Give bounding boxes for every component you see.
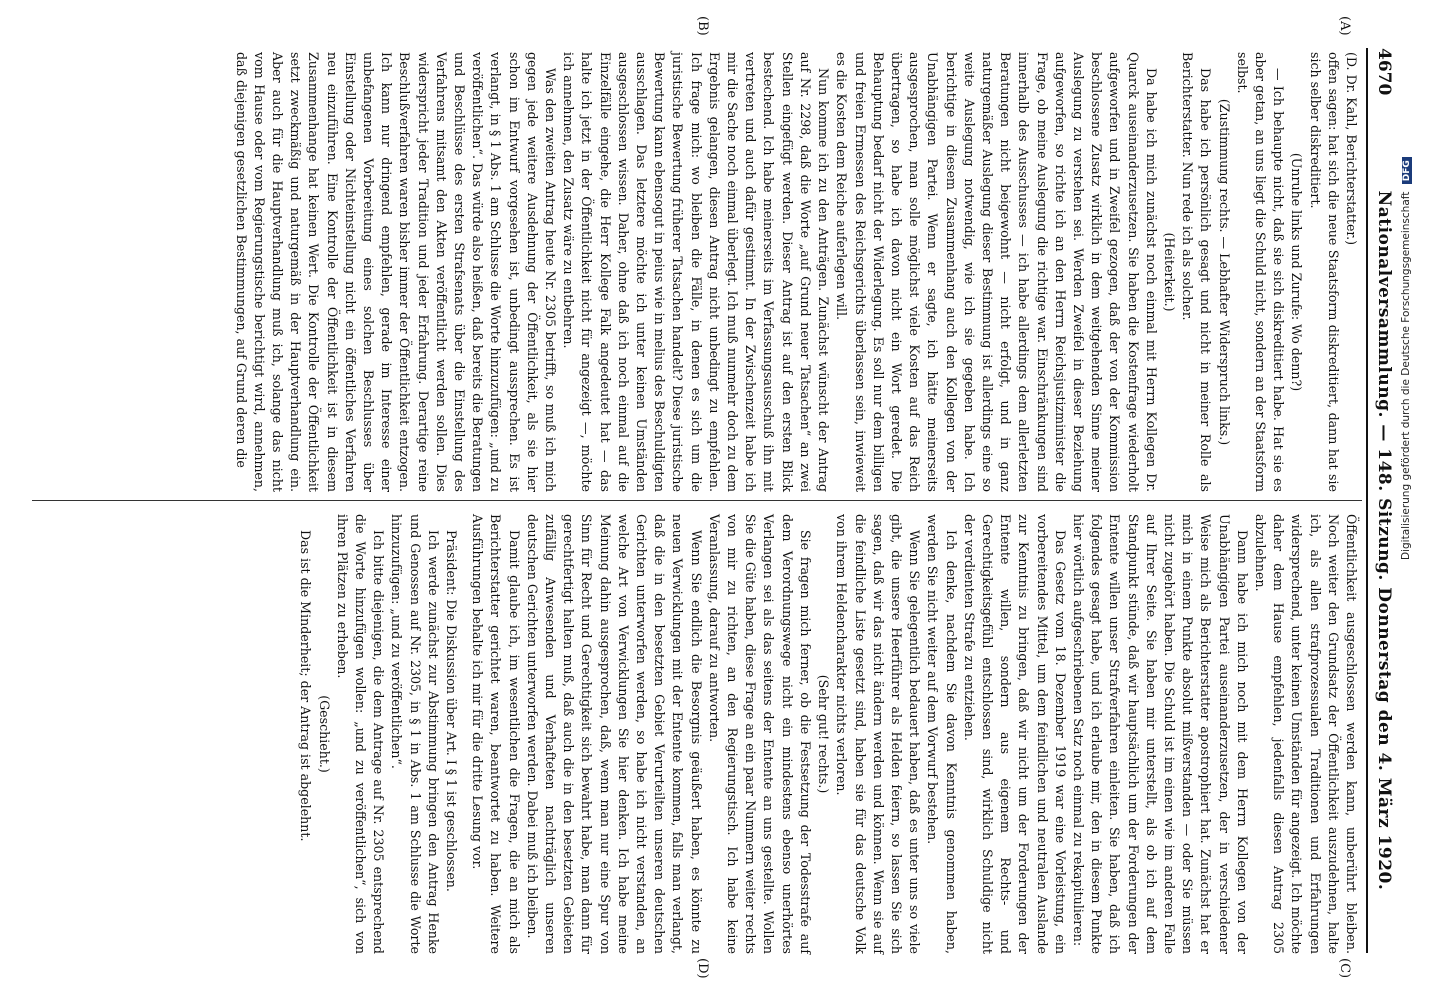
paragraph: Das ist die Minderheit; der Antrag ist abgelehnt.	[298, 530, 314, 842]
paragraph: Wenn Sie gelegentlich bedauert haben, daß es unter uns so viele gibt, die unsere Heerführer als Helden feiern, so lassen Sie sich sagen, daß wir das nicht ändern werden und können. Wenn sie auf die feindliche Liste gesetzt sind, haben sie für das deutsche Volk von ihrem Heldencharakter nichts verloren.	[834, 514, 923, 954]
margin-letter-c: (C)	[1337, 958, 1352, 979]
paragraph: Das habe ich persönlich gesagt und nicht in meiner Rolle als Berichterstatter. Nun rede ich als solcher.	[1180, 52, 1214, 492]
paragraph: Wenn Sie endlich die Besorgnis geäußert haben, es könnte zu neuen Verwicklungen mit der Entente kommen, falls man verlangt, daß die in den besetzten Gebiet Verurteilten unseren deutschen Gerichten unterworfen werden, so habe ich nicht verstanden, an welche Art von Verwicklungen Sie hier denken. Ich habe meine Meinung dahin ausgesprochen, daß, wenn man nur eine Spur von Sinn für Recht und Gerechtigkeit sich bewahrt habe, man dann für gerechtfertigt halten muß, daß auch die in den besetzten Gebieten zufällig Anwesenden und Verhafteten nachträglich unseren deutschen Gerichten unterworfen werden. Dabei muß ich bleiben.	[524, 514, 704, 954]
paragraph: (Zustimmung rechts. — Lebhafter Widerspruch links.)	[1216, 98, 1232, 446]
page-number: 4670	[1374, 48, 1394, 96]
paragraph: offen sagen: hat sich die neue Staatsform diskreditiert, dann hat sie sich selber diskreditiert.	[1307, 52, 1341, 492]
paragraph: Ich denke, nachdem Sie davon Kenntnis genommen haben, werden Sie nicht weiter auf dem Vorwurf bestehen.	[925, 514, 959, 954]
paragraph: Nun komme ich zu den Anträgen. Zunächst wünscht der Antrag auf Nr. 2298, daß die Worte „auf Grund neuer Tatsachen“ an zwei Stellen eingefügt werden. Dieser Antrag ist auf den ersten Blick bestechend. Ich habe meinerseits im Verfassungsausschuß ihn mit vertreten und auch dafür gestimmt. In der Zwischenzeit habe ich mir die Sache noch einmal überlegt. Ich muß nunmehr doch zu dem Ergebnis gelangen, diesen Antrag nicht unbedingt zu empfehlen. Ich frage mich: wo bleiben die Fälle, in denen es sich um die juristische Bewertung früherer Tatsachen handelt? Diese juristische Bewertung kann ebensogut in peius wie in melius des Beschuldigten ausschlagen. Das letztere möchte ich unter keinen Umständen ausgeschlossen wissen. Daher, ohne daß ich noch einmal auf die Einzelfälle eingehe, die Herr Kollege Falk angedeutet hat — das halte ich jetzt in der Öffentlichkeit nicht für angezeigt —, möchte ich annehmen, den Zusatz wäre zu entbehren.	[561, 52, 832, 492]
margin-letter-b: (B)	[695, 16, 710, 36]
paragraph: (Geschieht.)	[316, 695, 332, 773]
digitization-credit	[1400, 120, 1412, 560]
paragraph: Ich bitte diejenigen, die dem Antrage auf Nr. 2305 entsprechend die Worte hinzufügen wollen: „und zu veröffentlichen“, sich von ihren Plätzen zu erheben.	[334, 514, 387, 954]
margin-letter-a: (A)	[1337, 16, 1352, 36]
column-divider	[32, 500, 1362, 501]
paragraph: (Sehr gut! rechts.)	[816, 674, 832, 794]
paragraph: Was den zweiten Antrag heute Nr. 2305 betrifft, so muß ich mich gegen jede weitere Ausdehnung der Öffentlichkeit, als sie hier schon im Entwurf vorgesehen ist, unbedingt aussprechen. Es ist verlangt, in § 1 Abs. 1 am Schlusse die Worte hinzuzufügen: „und zu veröffentlichen“. Das würde also heißen, daß bereits die Beratungen und Beschlüsse des ersten Strafsenats über die Einstellung des Verfahrens mitsamt den Akten veröffentlicht werden sollen. Dies widerspricht jeder Tradition und jeder Erfahrung. Derartige reine Beschlußverfahren waren bisher immer der Öffentlichkeit entzogen. Ich kann nur dringend empfehlen, gerade im Interesse einer unbefangenen Vorbereitung eines solchen Beschlusses über Einstellung oder Nichteinstellung nicht ein öffentliches Verfahren neu einzuführen. Eine Kontrolle der Öffentlichkeit ist in diesem Zusammenhange hat keinen Wert. Die Kontrolle der Öffentlichkeit setzt zweckmäßig und naturgemäß in der Hauptverhandlung ein. Aber auch für die Hauptverhandlung muß ich, solange das nicht vom Hause oder vom Regierungstische berichtigt wird, annehmen, daß diejenigen gesetzlichen Bestimmungen, auf Grund deren die	[233, 52, 559, 492]
right-text-column	[296, 514, 1360, 954]
paragraph: Öffentlichkeit ausgeschlossen werden kann, unberührt bleiben. Noch weiter den Grundsatz der Öffentlichkeit auszudehnen, halte ich, als allen strafprozessualen Traditionen und Erfahrungen widersprechend, unter keinen Umständen für angezeigt. Ich möchte daher dem Hause empfehlen, jedenfalls diesen Antrag 2305 abzulehnen.	[1252, 514, 1359, 954]
paragraph: Das Gesetz vom 18. Dezember 1919 war eine Vorleistung, ein vorbereitendes Mittel, um dem feindlichen und neutralen Auslande zur Kenntnis zu bringen, daß wir nicht um der Forderungen der Entente willen, sondern aus eigenem Rechts- und Gerechtigkeitsgefühl entschlossen sind, wirklich Schuldige nicht der verdienten Strafe zu entziehen.	[961, 514, 1068, 954]
paragraph: Sie fragen mich ferner, ob die Festsetzung der Todesstrafe auf dem Verordnungswege nicht ein mindestens ebenso unerhörtes Verlangen sei als das seitens der Entente an uns gestellte. Wollen Sie die Güte haben, diese Frage an ein paar Nummern weiter rechts von mir zu richten, an den Regierungstisch. Ich habe keine Veranlassung, darauf zu antworten.	[706, 514, 813, 954]
margin-letter-d: (D)	[695, 958, 710, 979]
paragraph: Ich werde zunächst zur Abstimmung bringen den Antrag Henke und Genossen auf Nr. 2305, in § 1 in Abs. 1 am Schlusse die Worte hinzuzufügen: „und zu veröffentlichen“.	[389, 514, 441, 954]
paragraph: (D. Dr. Kahl, Berichterstatter.)	[1344, 52, 1359, 245]
page-header	[1368, 48, 1398, 953]
dfg-logo: DFG	[1402, 157, 1412, 184]
paragraph: Da habe ich mich zunächst noch einmal mit Herrn Kollegen Dr. Quarck auseinanderzusetzen. Sie haben die Kostenfrage wiederholt aufgeworfen und in Zweifel gezogen, daß der von der Kommission beschlossene Zusatz wirklich in dem weitgehenden Sinne meiner Auslegung zu verstehen sei. Werden Zweifel in dieser Beziehung aufgeworfen, so richte ich an den Herrn Reichsjustizminister die Frage, ob meine Auslegung die richtige war. Einschränkungen sind innerhalb des Ausschusses — ich habe allerdings dem allerletzten Beratungen nicht beigewohnt — nicht erfolgt, und in ganz naturgemäßer Auslegung dieser Bestimmung ist allerdings eine so weite Auslegung notwendig, wie ich sie gegeben habe. Ich berichtige in diesem Zusammenhang auch den Kollegen von der Unabhängigen Partei. Wenn er sagte, ich hätte meinerseits ausgesprochen, man solle möglichst viele Kosten auf das Reich übertragen, so habe ich davon nicht ein Wort geredet. Die Behauptung bedarf nicht der Widerlegung. Es soll nur dem billigen und freien Ermessen des Reichsgerichts überlassen sein, inwieweit es die Kosten dem Reiche auferlegen will.	[834, 52, 1159, 492]
paragraph: Damit glaube ich, im wesentlichen die Fragen, die an mich als Berichterstatter gerichtet waren, beantwortet zu haben. Weitere Ausführungen behalte ich mir für die dritte Lesung vor.	[470, 514, 522, 954]
paragraph: Dann habe ich mich noch mit dem Herrn Kollegen von der Unabhängigen Partei auseinanderzusetzen, der in verschiedener Weise mich als Berichterstatter apostrophiert hat. Zunächst hat er mich in einem Punkte absolut mißverstanden — oder Sie müssen nicht zugehört haben. Die Schuld ist im einen wie im anderen Falle auf Ihrer Seite. Sie haben mir unterstellt, als ob ich auf dem Standpunkt stünde, daß wir hauptsächlich um der Forderungen der Entente willen unser Strafverfahren einleiten. Sie haben, daß ich folgendes gesagt habe, und ich erlaube mir, den in diesem Punkte hier wörtlich aufgeschriebenen Satz noch einmal zu rekapitulieren:	[1070, 514, 1250, 954]
paragraph: (Heiterkeit.)	[1161, 232, 1177, 312]
credit-text: Digitalisierung gefördert durch die Deutsche Forschungsgemeinschaft	[1400, 191, 1412, 560]
document-page	[0, 8, 1400, 988]
paragraph: (Unruhe links und Zurufe: Wo denn?)	[1289, 152, 1305, 392]
left-text-column	[231, 52, 1360, 492]
paragraph: Präsident: Die Diskussion über Art. I § 1 ist geschlossen.	[444, 530, 460, 892]
paragraph: — Ich behaupte nicht, daß sie sich diskreditiert habe. Hat sie es aber getan, an uns liegt die Schuld nicht, sondern an der Staatsform selbst.	[1234, 52, 1287, 492]
page-running-title: Nationalversammlung. — 148. Sitzung. Donnerstag den 4. März 1920.	[1374, 190, 1394, 891]
header-rule	[1366, 48, 1368, 953]
